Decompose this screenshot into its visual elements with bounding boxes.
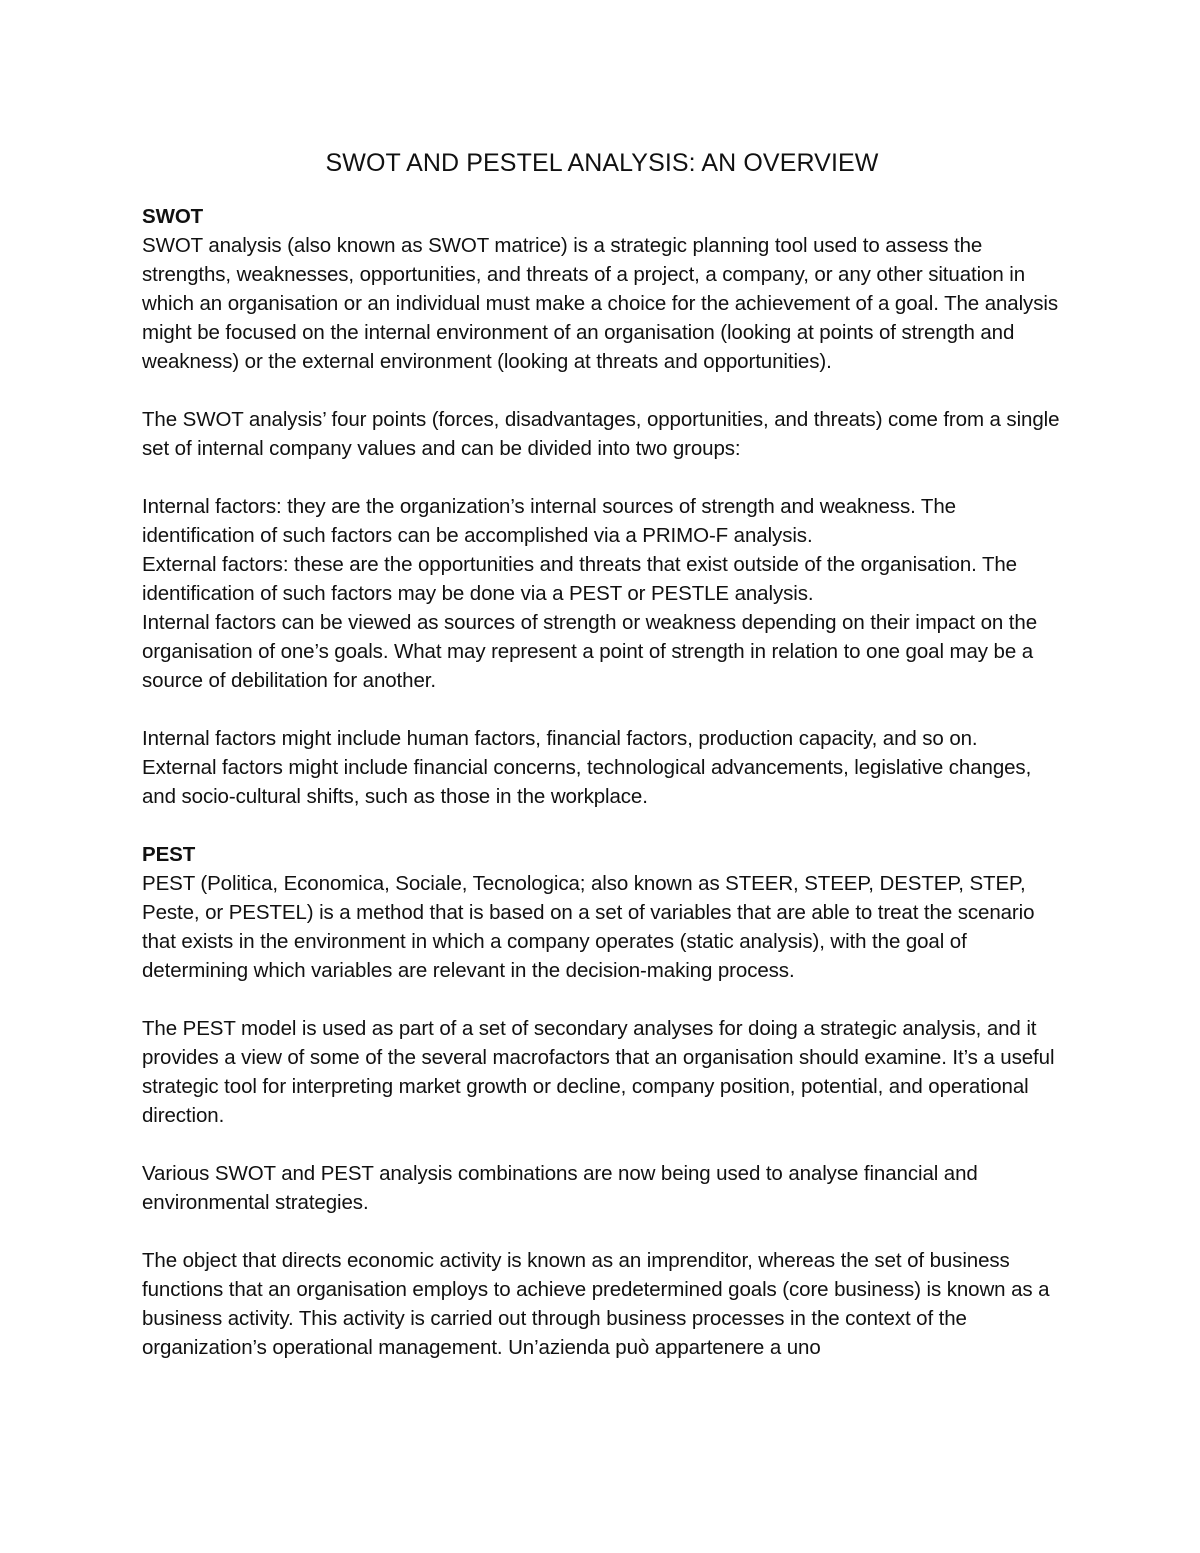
pest-paragraph-model: The PEST model is used as part of a set of secondary analyses for doing a strategic analysis, and it provides a view of some of the several macrofactors that an organisation should examine. It’s a useful strategic tool for interpreting market growth or decline, company position, potential, and operational direction. xyxy=(142,1017,1055,1127)
document-title: SWOT AND PESTEL ANALYSIS: AN OVERVIEW xyxy=(325,149,879,177)
swot-section xyxy=(142,202,1062,811)
paragraph-gap xyxy=(142,376,1062,405)
swot-paragraph-internal-factors: Internal factors: they are the organization’s internal sources of strength and weakness. The identification of such factors can be accomplished via a PRIMO-F analysis. xyxy=(142,495,956,547)
document-body xyxy=(142,146,1062,1362)
pest-paragraph-combinations: Various SWOT and PEST analysis combinations are now being used to analyse financial and environmental strategies. xyxy=(142,1162,978,1214)
pest-heading: PEST xyxy=(142,843,196,866)
paragraph-gap xyxy=(142,463,1062,492)
pest-section xyxy=(142,840,1062,1362)
paragraph-gap xyxy=(142,1130,1062,1159)
swot-heading: SWOT xyxy=(142,205,204,228)
paragraph-gap xyxy=(142,985,1062,1014)
pest-paragraph-business-activity: The object that directs economic activity is known as an imprenditor, whereas the set of business functions that an organisation employs to achieve predetermined goals (core business) is known as a business activity. This activity is carried out through business processes in the context of the organization’s operational management. Un’azienda può appartenere a uno xyxy=(142,1249,1050,1359)
swot-paragraph-internal-examples: Internal factors might include human factors, financial factors, production capacity, and so on. xyxy=(142,727,978,750)
pest-paragraph-definition: PEST (Politica, Economica, Sociale, Tecnologica; also known as STEER, STEEP, DESTEP, STEP, Peste, or PESTEL) is a method that is based on a set of variables that are able to treat the scenario that exists in the environment in which a company operates (static analysis), with the goal of determining which variables are relevant in the decision-making process. xyxy=(142,872,1035,982)
swot-paragraph-external-factors: External factors: these are the opportunities and threats that exist outside of the organisation. The identification of such factors may be done via a PEST or PESTLE analysis. xyxy=(142,553,1017,605)
swot-paragraph-four-points: The SWOT analysis’ four points (forces, disadvantages, opportunities, and threats) come from a single set of internal company values and can be divided into two groups: xyxy=(142,408,1060,460)
swot-paragraph-definition: SWOT analysis (also known as SWOT matrice) is a strategic planning tool used to assess the strengths, weaknesses, opportunities, and threats of a project, a company, or any other situation in which an organisation or an individual must make a choice for the achievement of a goal. The analysis might be focused on the internal environment of an organisation (looking at points of strength and weakness) or the external environment (looking at threats and opportunities). xyxy=(142,234,1058,373)
section-gap xyxy=(142,811,1062,840)
swot-paragraph-impact: Internal factors can be viewed as sources of strength or weakness depending on their impact on the organisation of one’s goals. What may represent a point of strength in relation to one goal may be a source of debilitation for another. xyxy=(142,611,1038,692)
swot-paragraph-external-examples: External factors might include financial concerns, technological advancements, legislative changes, and socio-cultural shifts, such as those in the workplace. xyxy=(142,756,1032,808)
paragraph-gap xyxy=(142,695,1062,724)
paragraph-gap xyxy=(142,1217,1062,1246)
